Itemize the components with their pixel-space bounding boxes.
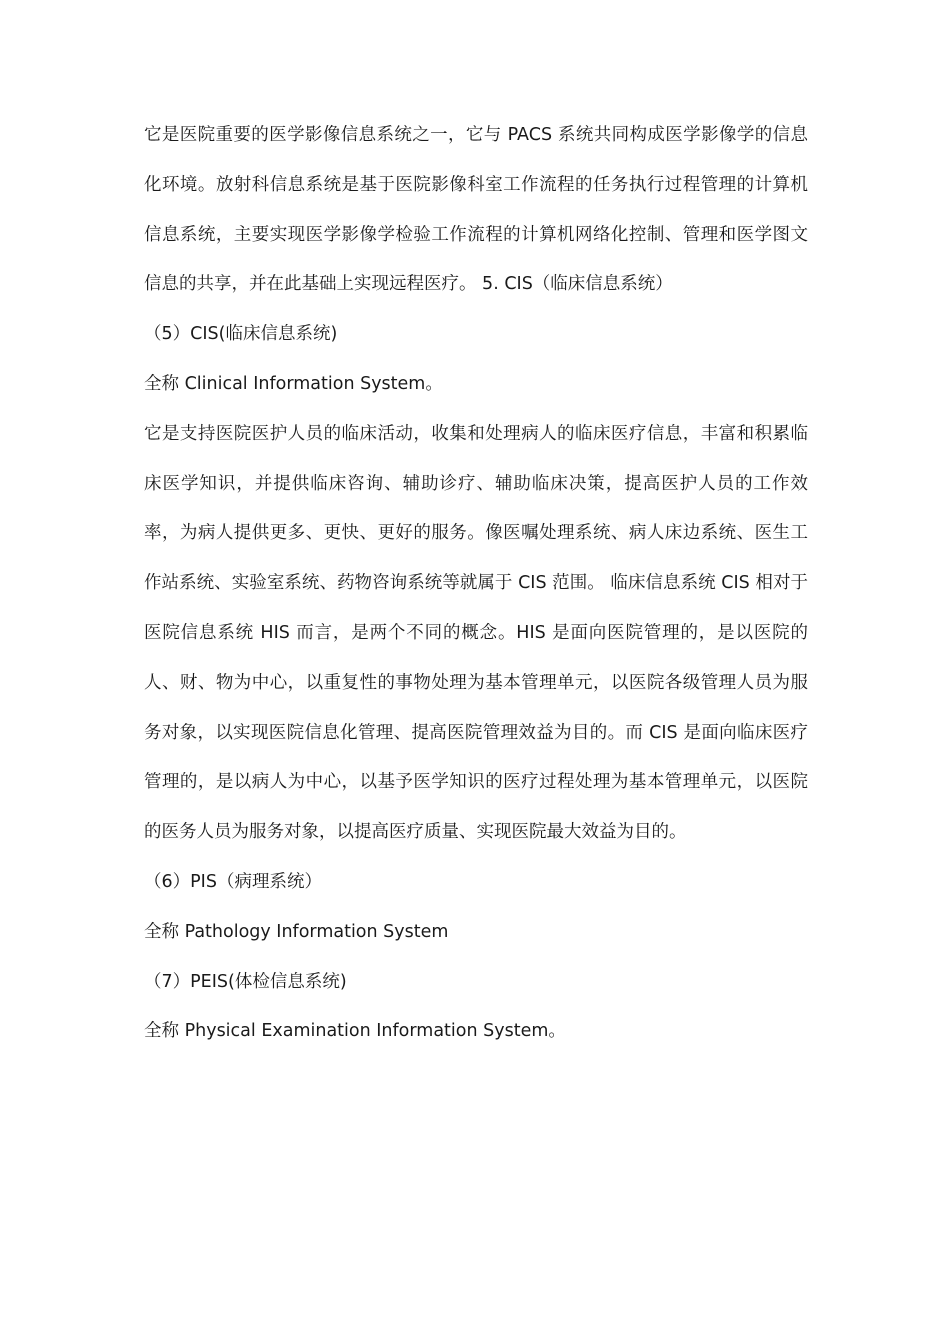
heading-cis: （5）CIS(临床信息系统)	[144, 324, 338, 345]
heading-pis: （6）PIS（病理系统）	[144, 871, 322, 892]
document-body	[144, 111, 808, 1057]
paragraph-cis-description: 它是支持医院医护人员的临床活动，收集和处理病人的临床医疗信息，丰富和积累临床医学知识，并提供临床咨询、辅助诊疗、辅助临床决策，提高医护人员的工作效率，为病人提供更多、更快、更好的服务。像医嘱处理系统、病人床边系统、医生工作站系统、实验室系统、药物咨询系统等就属于 CIS 范围。 临床信息系统 CIS 相对于医院信息系统 HIS 而言，是两个不同的概念。HIS 是面向医院管理的，是以医院的人、财、物为中心，以重复性的事物处理为基本管理单元，以医院各级管理人员为服务对象，以实现医院信息化管理、提高医院管理效益为目的。而 CIS 是面向临床医疗管理的，是以病人为中心，以基予医学知识的医疗过程处理为基本管理单元，以医院的医务人员为服务对象，以提高医疗质量、实现医院最大效益为目的。	[144, 423, 808, 843]
heading-peis: （7）PEIS(体检信息系统)	[144, 971, 347, 992]
paragraph-ris-description: 它是医院重要的医学影像信息系统之一，它与 PACS 系统共同构成医学影像学的信息化环境。放射科信息系统是基于医院影像科室工作流程的任务执行过程管理的计算机信息系统，主要实现医学影像学检验工作流程的计算机网络化控制、管理和医学图文信息的共享，并在此基础上实现远程医疗。 5. CIS（临床信息系统）	[144, 125, 808, 295]
paragraph-pis-fullname: 全称 Pathology Information System	[144, 921, 449, 942]
paragraph-cis-fullname: 全称 Clinical Information System。	[144, 373, 443, 394]
paragraph-peis-fullname: 全称 Physical Examination Information System。	[144, 1021, 566, 1042]
